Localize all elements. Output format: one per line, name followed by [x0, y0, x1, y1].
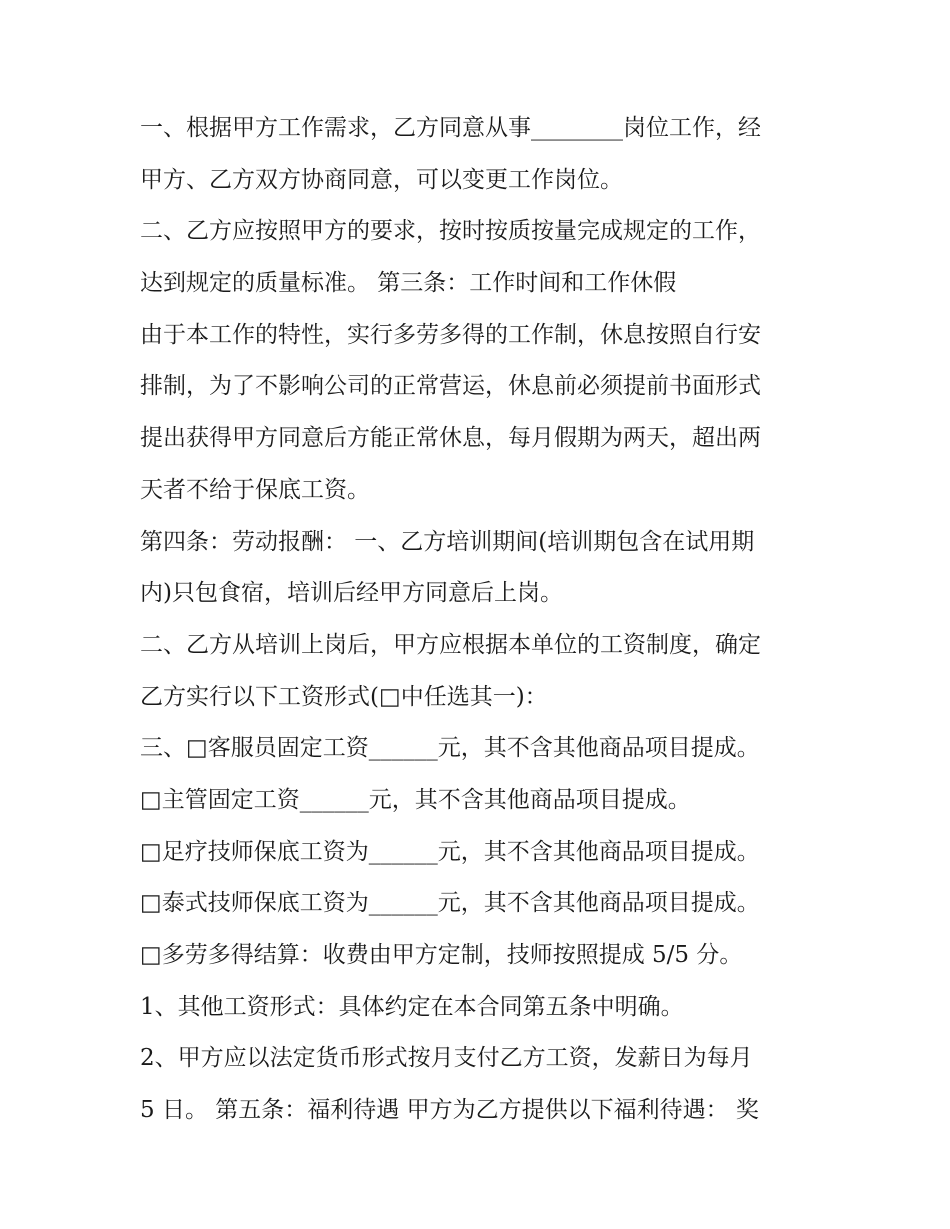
text-line-1: 一、根据甲方工作需求，乙方同意从事________岗位工作，经 — [140, 115, 761, 141]
text-line-6: 排制，为了不影响公司的正常营运，休息前必须提前书面形式 — [140, 373, 761, 400]
text-line-16: □泰式技师保底工资为______元，其不含其他商品项目提成。 — [140, 890, 760, 917]
text-line-17: □多劳多得结算：收费由甲方定制，技师按照提成 5/5 分。 — [140, 942, 743, 968]
contract-text — [140, 103, 820, 1137]
text-line-11: 二、乙方从培训上岗后，甲方应根据本单位的工资制度，确定 — [140, 631, 761, 658]
text-line-7: 提出获得甲方同意后方能正常休息，每月假期为两天，超出两 — [140, 425, 761, 452]
text-line-3: 二、乙方应按照甲方的要求，按时按质按量完成规定的工作， — [140, 218, 761, 245]
text-line-18: 1、其他工资形式：具体约定在本合同第五条中明确。 — [140, 993, 684, 1020]
text-line-4: 达到规定的质量标准。 第三条：工作时间和工作休假 — [140, 270, 677, 297]
text-line-9: 第四条：劳动报酬： 一、乙方培训期间(培训期包含在试用期 — [140, 528, 755, 555]
text-line-8: 天者不给于保底工资。 — [140, 476, 370, 503]
text-line-5: 由于本工作的特性，实行多劳多得的工作制，休息按照自行安 — [140, 321, 761, 348]
text-line-2: 甲方、乙方双方协商同意，可以变更工作岗位。 — [140, 166, 623, 193]
text-line-10: 内)只包食宿，培训后经甲方同意后上岗。 — [140, 580, 563, 607]
text-line-12: 乙方实行以下工资形式(□中任选其一)： — [140, 683, 548, 710]
text-line-19: 2、甲方应以法定货币形式按月支付乙方工资，发薪日为每月 — [140, 1045, 753, 1072]
text-line-13: 三、□客服员固定工资______元，其不含其他商品项目提成。 — [140, 735, 760, 762]
text-line-14: □主管固定工资______元，其不含其他商品项目提成。 — [140, 786, 691, 813]
text-line-15: □足疗技师保底工资为______元，其不含其他商品项目提成。 — [140, 838, 760, 865]
text-line-20: 5 日。 第五条：福利待遇 甲方为乙方提供以下福利待遇： 奖 — [140, 1097, 759, 1124]
